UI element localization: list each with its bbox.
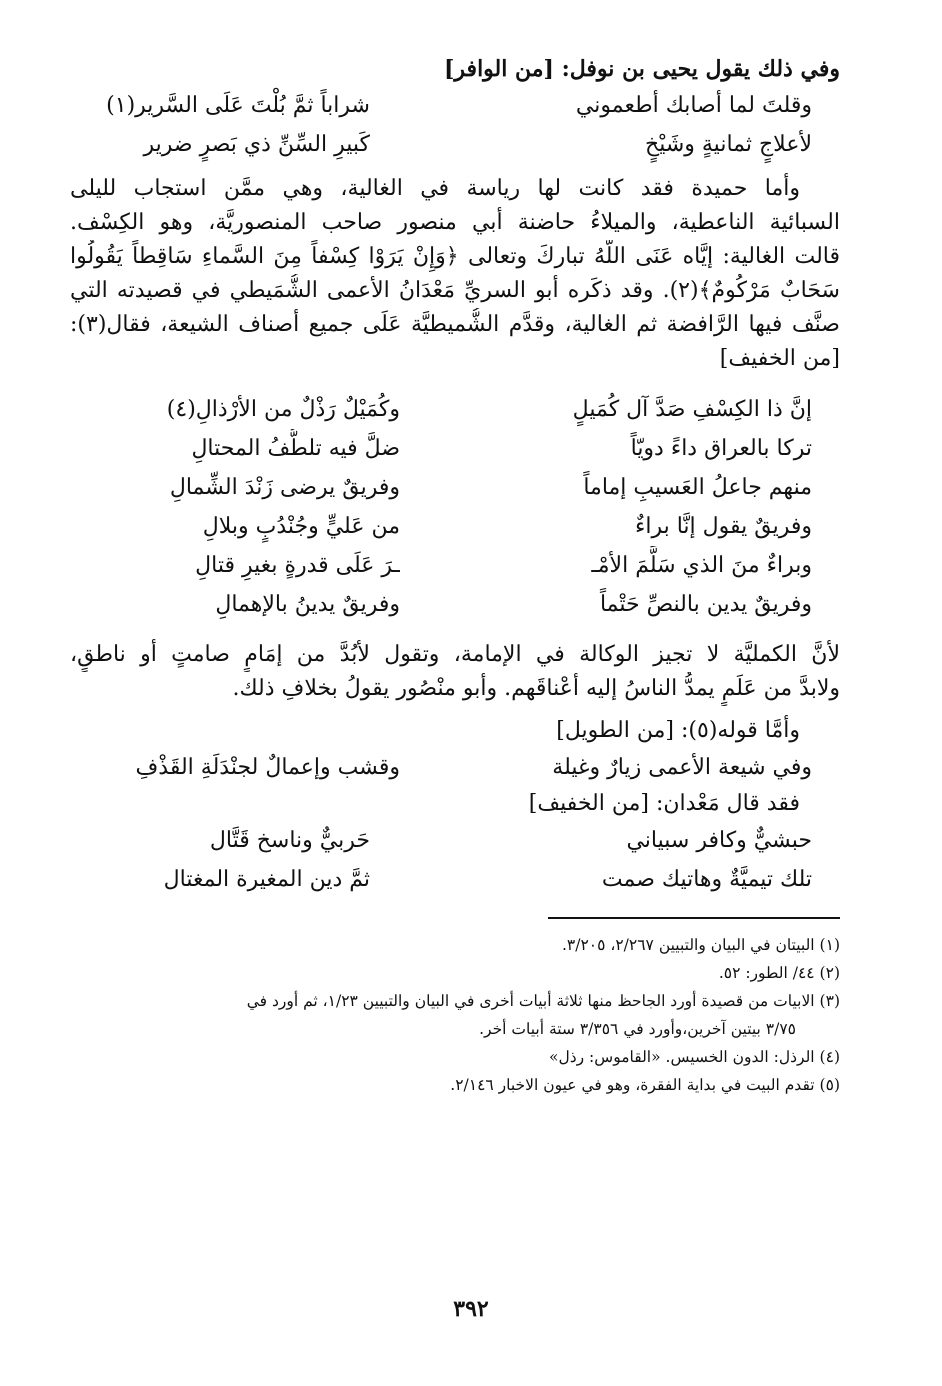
footnote-continuation: ٣/٧٥ بيتين آخرين،وأورد في ٣/٣٥٦ ستة أبيات أخر. <box>479 1020 796 1038</box>
verse-hemistich-first: إنَّ ذا الكِسْفِ صَدَّ آل كُمَيلٍ <box>572 397 812 422</box>
verse-hemistich-second: حَربيٌّ وناسخ قَتَّال <box>209 828 370 853</box>
verse-hemistich-second: وكُمَيْلٌ رَذْلٌ من الأرْذالِ(٤) <box>166 397 400 422</box>
verse-hemistich-second: وفريقٌ يدينُ بالإهمالِ <box>215 592 400 617</box>
footnotes <box>70 931 840 1099</box>
verse-line <box>70 821 840 860</box>
verse-block-2 <box>70 390 840 624</box>
verse-hemistich-first: وبراءٌ منَ الذي سَلَّمَ الأمْـ <box>591 553 812 578</box>
verse-hemistich-second: من عَليٍّ وجُنْدُبٍ وبلالِ <box>202 514 400 539</box>
verse-hemistich-second: شراباً ثمَّ بُلْتَ عَلَى السَّرير(١) <box>106 93 370 118</box>
footnote-divider <box>548 917 840 919</box>
footnote-mark: (٣) <box>819 992 840 1010</box>
verse-hemistich-first: تركا بالعراق داءً دويّاً <box>630 436 812 461</box>
intro-line: فقد قال مَعْدان: [من الخفيف] <box>528 791 800 816</box>
page-number: ٣٩٢ <box>453 1296 489 1322</box>
verse-line <box>70 507 840 546</box>
footnote-item <box>70 987 840 1015</box>
verse-block-1 <box>70 86 840 164</box>
paragraph-line: لأنَّ الكمليَّة لا تجيز الوكالة في الإمامة، وتقول لأبُدَّ من إمَامٍ صامتٍ أو ناطقٍ، <box>70 642 840 667</box>
paragraph-line: السبائية الناعطية، والميلاءُ حاضنة أبي منصور صاحب المنصوريَّة، وهو الكِسْف. <box>70 210 840 235</box>
paragraph-line: قالت الغالية: إيَّاه عَنَى اللّهُ تباركَ وتعالى ﴿وَإِنْ يَرَوْا كِسْفاً مِنَ السَّماءِ سَاقِطاً يَقُولُوا <box>70 244 840 269</box>
paragraph-2 <box>70 638 840 706</box>
footnote-text: البيتان في البيان والتبيين ٢/٢٦٧، ٣/٢٠٥. <box>561 936 815 954</box>
paragraph-1 <box>70 172 840 376</box>
verse-line <box>70 468 840 507</box>
verse-hemistich-first: منهم جاعلُ العَسيبِ إماماً <box>583 475 812 500</box>
verse-hemistich-second: وفريقٌ يرضى زَنْدَ الشِّمالِ <box>169 475 400 500</box>
paragraph-line: وأما حميدة فقد كانت لها رياسة في الغالية، وهي ممَّن استجاب لليلى <box>70 176 800 201</box>
verse-hemistich-second: ـرَ عَلَى قدرةٍ بغيرِ قتالِ <box>195 553 400 578</box>
verse-hemistich-first: وفريقٌ يقول إنَّا براءٌ <box>635 514 812 539</box>
verse-block-4 <box>70 821 840 899</box>
footnote-text: الابيات من قصيدة أورد الجاحظ منها ثلاثة أبيات أخرى في البيان والتبيين ١/٢٣، ثم أورد في <box>246 992 815 1010</box>
intro-line: وفي ذلك يقول يحيى بن نوفل: [من الوافر] <box>444 56 840 82</box>
verse-hemistich-first: وقلتَ لما أصابك أطعموني <box>575 93 812 118</box>
intro-line: وأمَّا قوله(٥): [من الطويل] <box>556 718 800 743</box>
verse-hemistich-first: وفريقٌ يدين بالنصِّ حَتْماً <box>599 592 812 617</box>
verse-hemistich-second: ضلَّ فيه تلطُّفُ المحتالِ <box>191 436 400 461</box>
verse-line <box>70 125 840 164</box>
paragraph-line: سَحَابٌ مَرْكُومٌ﴾(٢). وقد ذكَره أبو السريِّ مَعْدَانُ الأعمى الشُّمَيطي في قصيدته التي <box>70 278 840 303</box>
verse-line <box>70 86 840 125</box>
footnote-mark: (١) <box>819 936 840 954</box>
verse-hemistich-first: وفي شيعة الأعمى زيارٌ وغيلة <box>552 755 812 780</box>
footnote-text: الرذل: الدون الخسيس. «القاموس: رذل» <box>549 1048 815 1066</box>
verse-line <box>70 748 840 787</box>
verse-block-3 <box>70 748 840 787</box>
verse-hemistich-first: حبشيٌّ وكافر سبياني <box>626 828 812 853</box>
page-body <box>70 52 840 1099</box>
footnote-item <box>70 1071 840 1099</box>
verse-hemistich-second: كَبيرِ السِّنِّ ذي بَصرٍ ضرير <box>143 132 370 157</box>
footnote-item <box>70 959 840 987</box>
footnote-text: تقدم البيت في بداية الفقرة، وهو في عيون الاخبار ٢/١٤٦. <box>450 1076 815 1094</box>
verse-line <box>70 429 840 468</box>
verse-hemistich-first: تلك تيميَّةٌ وهاتيك صمت <box>601 867 812 892</box>
verse-line <box>70 860 840 899</box>
verse-line <box>70 585 840 624</box>
footnote-text: ٤٤/ الطور: ٥٢. <box>718 964 815 982</box>
footnote-mark: (٢) <box>819 964 840 982</box>
footnote-item <box>70 931 840 959</box>
verse-line <box>70 546 840 585</box>
meter-label: [من الخفيف] <box>719 346 840 371</box>
footnote-item <box>70 1043 840 1071</box>
footnote-mark: (٥) <box>819 1076 840 1094</box>
verse-hemistich-second: ثمَّ دين المغيرة المغتال <box>163 867 370 892</box>
footnote-mark: (٤) <box>819 1048 840 1066</box>
verse-hemistich-second: وقشب وإعمالٌ لجنْدَلَةِ القَذْفِ <box>135 755 400 780</box>
paragraph-line: ولابدَّ من عَلَمٍ يمدُّ الناسُ إليه أعْناقَهم. وأبو منْصُور يقولُ بخلافِ ذلك. <box>232 676 840 701</box>
verse-hemistich-first: لأعلاجٍ ثمانيةٍ وشَيْخٍ <box>645 132 812 157</box>
verse-line <box>70 390 840 429</box>
paragraph-line: صنَّف فيها الرَّافضة ثم الغالية، وقدَّم الشُّميطيَّة عَلَى جميع أصناف الشيعة، فقال(٣): <box>70 312 840 337</box>
